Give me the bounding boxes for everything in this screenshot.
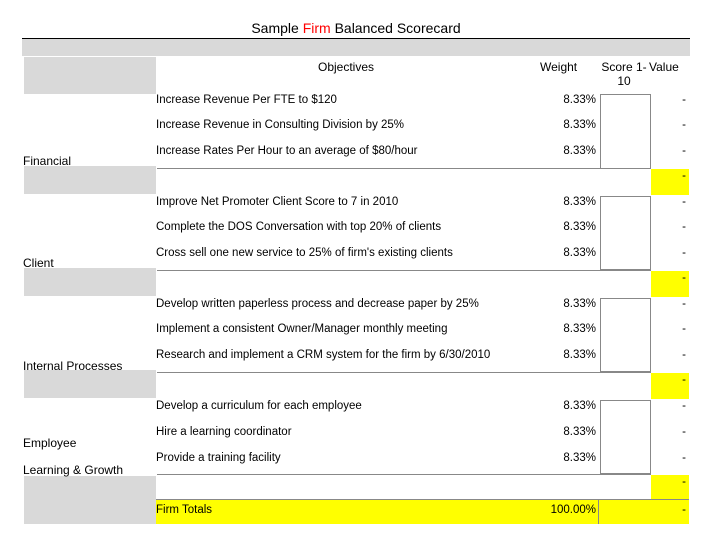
objective-cell: Increase Revenue Per FTE to $120	[156, 94, 337, 106]
value-cell: -	[682, 298, 686, 310]
value-cell: -	[682, 426, 686, 438]
totals-value: -	[682, 504, 686, 516]
objective-cell: Improve Net Promoter Client Score to 7 in 2010	[156, 196, 399, 208]
subtotal-cell: -	[651, 373, 689, 399]
value-cell: -	[682, 452, 686, 464]
weight-cell: 8.33%	[563, 426, 596, 438]
row-rule	[157, 372, 651, 373]
row-rule	[157, 168, 651, 169]
perspective-bar	[24, 57, 156, 94]
score-box	[600, 400, 651, 474]
totals-divider	[598, 499, 599, 524]
perspective-bar	[24, 370, 156, 398]
value-cell: -	[682, 349, 686, 361]
header-weight: Weight	[540, 60, 578, 74]
subtotal-cell: -	[651, 475, 689, 499]
weight-cell: 8.33%	[563, 298, 596, 310]
objective-cell: Provide a training facility	[156, 452, 281, 464]
weight-cell: 8.33%	[563, 247, 596, 259]
weight-cell: 8.33%	[563, 119, 596, 131]
weight-cell: 8.33%	[563, 400, 596, 412]
objective-cell: Develop a curriculum for each employee	[156, 400, 362, 412]
header-value: Value	[649, 60, 679, 74]
title-suffix: Balanced Scorecard	[330, 20, 461, 36]
objective-cell: Increase Rates Per Hour to an average of $80/hour	[156, 145, 418, 157]
objective-cell: Implement a consistent Owner/Manager monthly meeting	[156, 323, 448, 335]
perspective-internal-processes: Internal Processes	[23, 359, 123, 373]
objective-cell: Cross sell one new service to 25% of firm's existing clients	[156, 247, 453, 259]
value-cell: -	[682, 145, 686, 157]
perspective-learning-growth: Learning & Growth	[23, 463, 124, 477]
weight-cell: 8.33%	[563, 221, 596, 233]
value-cell: -	[682, 247, 686, 259]
perspective-financial: Financial	[23, 154, 72, 168]
title-band-bottom	[22, 39, 690, 56]
objective-cell: Research and implement a CRM system for the firm by 6/30/2010	[156, 349, 491, 361]
value-cell: -	[682, 119, 686, 131]
weight-cell: 8.33%	[563, 349, 596, 361]
row-rule	[157, 474, 651, 475]
value-cell: -	[682, 221, 686, 233]
totals-weight: 100.00%	[550, 504, 596, 516]
objective-cell: Develop written paperless process and decrease paper by 25%	[156, 298, 479, 310]
weight-cell: 8.33%	[563, 94, 596, 106]
objective-cell: Hire a learning coordinator	[156, 426, 292, 438]
perspective-employee: Employee	[23, 436, 77, 450]
subtotal-cell: -	[651, 271, 689, 297]
title-accent: Firm	[302, 20, 331, 36]
value-cell: -	[682, 323, 686, 335]
value-cell: -	[682, 94, 686, 106]
perspective-client: Client	[23, 256, 54, 270]
score-box	[600, 94, 651, 169]
score-box	[600, 298, 651, 372]
weight-cell: 8.33%	[563, 196, 596, 208]
row-rule	[157, 270, 651, 271]
objective-cell: Complete the DOS Conversation with top 20% of clients	[156, 221, 442, 233]
subtotal-cell: -	[651, 169, 689, 195]
totals-row	[156, 499, 689, 524]
weight-cell: 8.33%	[563, 145, 596, 157]
perspective-bar	[24, 476, 156, 524]
title-prefix: Sample	[251, 20, 303, 36]
page-title	[22, 18, 690, 40]
header-objectives: Objectives	[318, 60, 375, 74]
objective-cell: Increase Revenue in Consulting Division by 25%	[156, 119, 405, 131]
header-score: Score 1-10	[601, 60, 647, 88]
score-box	[600, 196, 651, 270]
weight-cell: 8.33%	[563, 323, 596, 335]
totals-label: Firm Totals	[156, 504, 213, 516]
weight-cell: 8.33%	[563, 452, 596, 464]
perspective-bar	[24, 268, 156, 296]
value-cell: -	[682, 196, 686, 208]
value-cell: -	[682, 400, 686, 412]
perspective-bar	[24, 166, 156, 194]
